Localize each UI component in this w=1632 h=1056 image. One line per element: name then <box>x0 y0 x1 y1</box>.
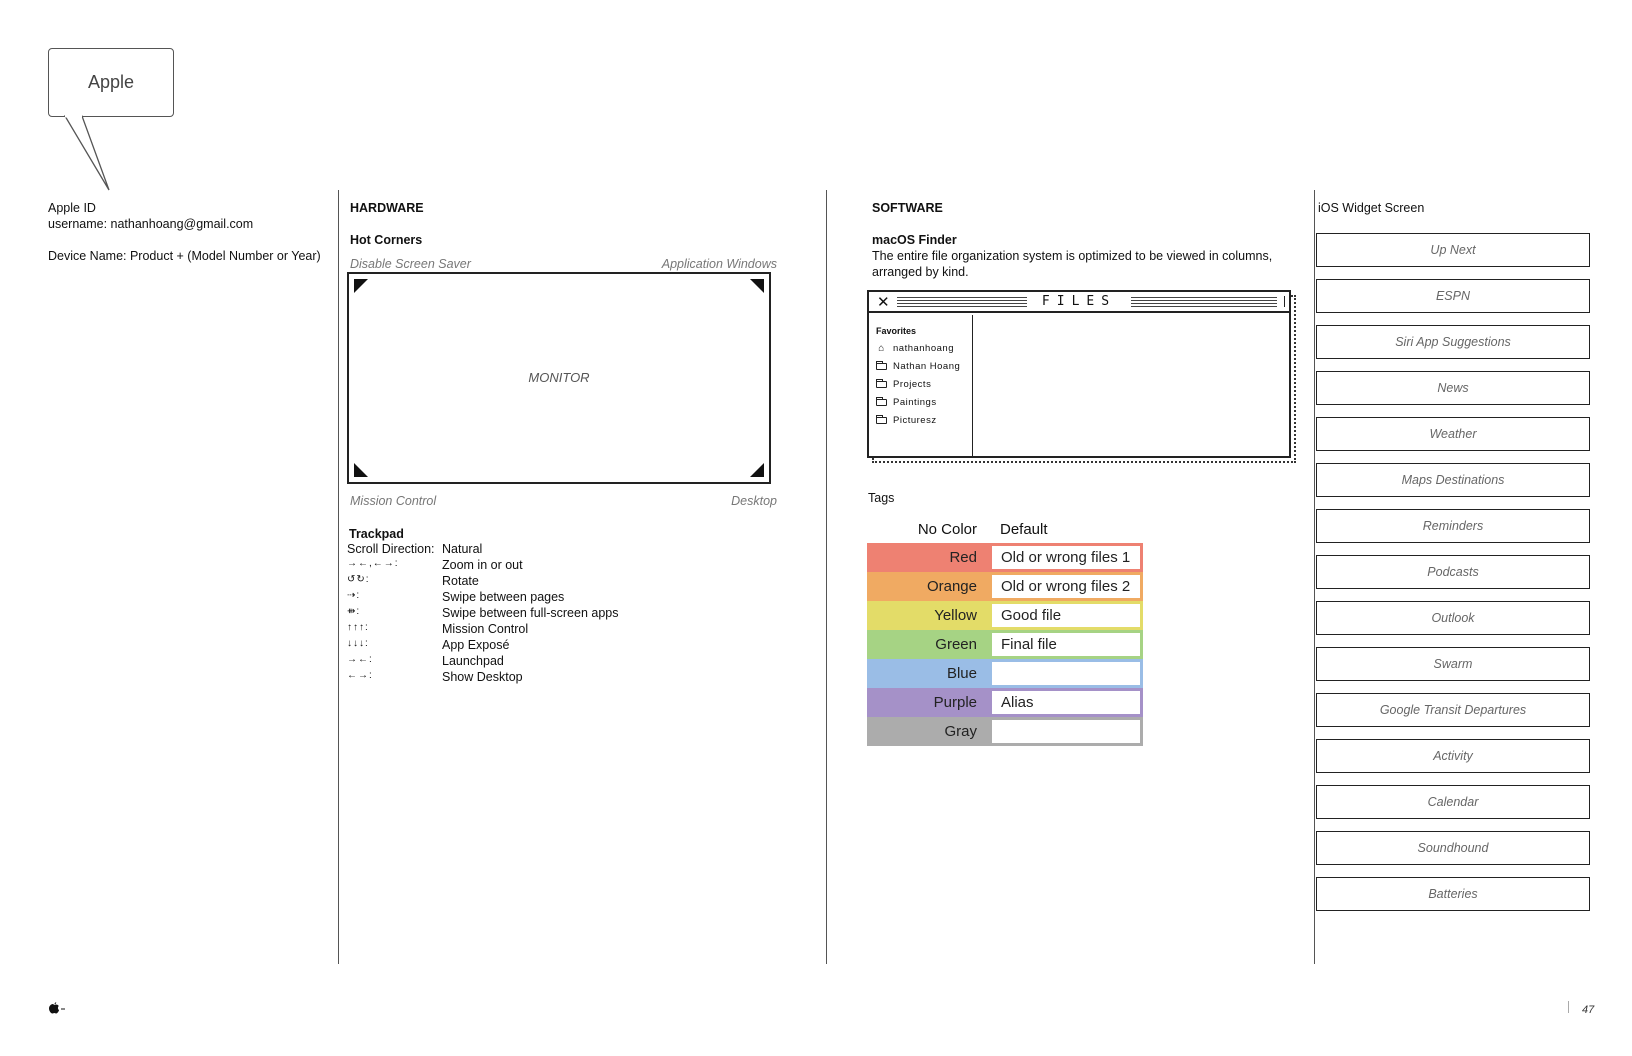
bubble-tail <box>60 115 120 195</box>
gesture-keys: ↺↻: <box>347 574 370 585</box>
tag-row-yellow <box>867 601 1143 630</box>
widget-item[interactable]: News <box>1316 371 1590 405</box>
gesture-action: Rotate <box>442 574 479 588</box>
tag-row-green <box>867 630 1143 659</box>
tag-color-name: Red <box>867 543 989 572</box>
corner-label-top-right: Application Windows <box>661 257 777 271</box>
home-icon: ⌂ <box>878 343 885 354</box>
hardware-heading: HARDWARE <box>350 201 424 215</box>
gesture-action: Show Desktop <box>442 670 523 684</box>
gesture-keys: →←: <box>347 654 373 665</box>
widget-item[interactable]: Reminders <box>1316 509 1590 543</box>
page-number: 47 <box>1582 1004 1595 1016</box>
sidebar-item-nathanhoang[interactable] <box>876 343 954 354</box>
finder-description-line1: The entire file organization system is optimized to be viewed in columns, <box>872 249 1273 263</box>
tag-row-gray <box>867 717 1143 746</box>
sidebar-item-nathan-hoang[interactable] <box>876 361 960 372</box>
tag-row-purple <box>867 688 1143 717</box>
corner-top-right-marker <box>750 279 764 293</box>
bubble-label: Apple <box>87 72 135 92</box>
tag-meaning-field <box>989 717 1143 746</box>
gesture-action: Swipe between full-screen apps <box>442 606 619 620</box>
tag-meaning-field: Alias <box>989 688 1143 717</box>
widget-item[interactable]: Soundhound <box>1316 831 1590 865</box>
apple-id-username: username: nathanhoang@gmail.com <box>48 217 254 231</box>
widget-item[interactable]: Google Transit Departures <box>1316 693 1590 727</box>
folder-icon <box>876 363 887 370</box>
column-divider <box>826 190 827 964</box>
corner-bottom-right-marker <box>750 463 764 477</box>
gesture-keys: →←,←→: <box>347 558 399 569</box>
widget-item[interactable]: Activity <box>1316 739 1590 773</box>
gesture-keys: ↓↓↓: <box>347 638 369 649</box>
tag-color-name: Orange <box>867 572 989 601</box>
column-divider <box>338 190 339 964</box>
sidebar-item-label: Nathan Hoang <box>893 361 961 372</box>
finder-window <box>867 290 1291 458</box>
monitor-label: MONITOR <box>528 370 590 385</box>
apple-id-title: Apple ID <box>48 201 96 215</box>
widget-item[interactable]: Swarm <box>1316 647 1590 681</box>
tag-row-red <box>867 543 1143 572</box>
device-name: Device Name: Product + (Model Number or Year) <box>48 249 321 263</box>
widget-item[interactable]: Siri App Suggestions <box>1316 325 1590 359</box>
sidebar-item-label: Paintings <box>893 397 937 408</box>
tag-row-orange <box>867 572 1143 601</box>
widget-item[interactable]: Maps Destinations <box>1316 463 1590 497</box>
folder-icon <box>876 381 887 388</box>
finder-description-line2: arranged by kind. <box>872 265 969 279</box>
sidebar-item-label: Picturesz <box>893 415 937 426</box>
sidebar-item-paintings[interactable] <box>876 397 937 408</box>
page-number-rule <box>1568 1001 1569 1013</box>
favorites-header: Favorites <box>876 326 917 336</box>
apple-speech-bubble <box>48 48 174 117</box>
close-icon[interactable]: ✕ <box>877 294 890 311</box>
tag-color-name: Gray <box>867 717 989 746</box>
folder-icon <box>876 417 887 424</box>
gesture-keys: ←→: <box>347 670 373 681</box>
sidebar-item-label: Projects <box>893 379 932 390</box>
finder-title-bar[interactable] <box>869 292 1289 313</box>
tag-color-name: Blue <box>867 659 989 688</box>
widget-item[interactable]: ESPN <box>1316 279 1590 313</box>
finder-title: macOS Finder <box>872 233 957 247</box>
tag-meaning-field <box>989 659 1143 688</box>
widget-item[interactable]: Batteries <box>1316 877 1590 911</box>
gesture-action: Zoom in or out <box>442 558 523 572</box>
corner-label-bottom-right: Desktop <box>731 494 777 508</box>
tag-row-blue <box>867 659 1143 688</box>
widget-item[interactable]: Podcasts <box>1316 555 1590 589</box>
finder-window-title: FILES <box>1041 294 1117 309</box>
tags-header-color: No Color <box>917 521 977 538</box>
tag-meaning-field: Old or wrong files 1 <box>989 543 1143 572</box>
tag-color-name: Green <box>867 630 989 659</box>
sidebar-item-picturesz[interactable] <box>876 415 937 426</box>
gesture-keys: ⇢: <box>347 590 361 601</box>
tags-title: Tags <box>868 491 895 505</box>
resize-handle[interactable] <box>1284 296 1285 307</box>
tag-meaning-field: Good file <box>989 601 1143 630</box>
tag-meaning-field: Final file <box>989 630 1143 659</box>
scroll-direction-label: Scroll Direction: <box>347 542 435 556</box>
software-heading: SOFTWARE <box>872 201 943 215</box>
gesture-keys: ↑↑↑: <box>347 622 369 633</box>
sidebar-item-label: nathanhoang <box>893 343 954 354</box>
hot-corners-title: Hot Corners <box>350 233 423 247</box>
widget-item[interactable]: Up Next <box>1316 233 1590 267</box>
tags-header-meaning: Default <box>1000 521 1048 538</box>
gesture-action: Launchpad <box>442 654 504 668</box>
tag-color-name: Yellow <box>867 601 989 630</box>
apple-logo-icon <box>48 1002 66 1014</box>
column-divider <box>1314 190 1315 964</box>
finder-sidebar <box>869 315 973 456</box>
gesture-keys: ⇻: <box>347 606 361 617</box>
widget-item[interactable]: Calendar <box>1316 785 1590 819</box>
trackpad-title: Trackpad <box>349 527 404 541</box>
widget-item[interactable]: Outlook <box>1316 601 1590 635</box>
corner-label-bottom-left: Mission Control <box>350 494 437 508</box>
corner-top-left-marker <box>354 279 368 293</box>
monitor-diagram <box>347 272 771 484</box>
tag-meaning-field: Old or wrong files 2 <box>989 572 1143 601</box>
corner-label-top-left: Disable Screen Saver <box>350 257 471 271</box>
folder-icon <box>876 399 887 406</box>
gesture-action: Mission Control <box>442 622 529 636</box>
gesture-action: Swipe between pages <box>442 590 565 604</box>
ios-heading: iOS Widget Screen <box>1318 201 1425 215</box>
gesture-action: App Exposé <box>442 638 510 652</box>
tag-color-name: Purple <box>867 688 989 717</box>
scroll-direction-value: Natural <box>442 542 483 556</box>
widget-item[interactable]: Weather <box>1316 417 1590 451</box>
sidebar-item-projects[interactable] <box>876 379 931 390</box>
corner-bottom-left-marker <box>354 463 368 477</box>
